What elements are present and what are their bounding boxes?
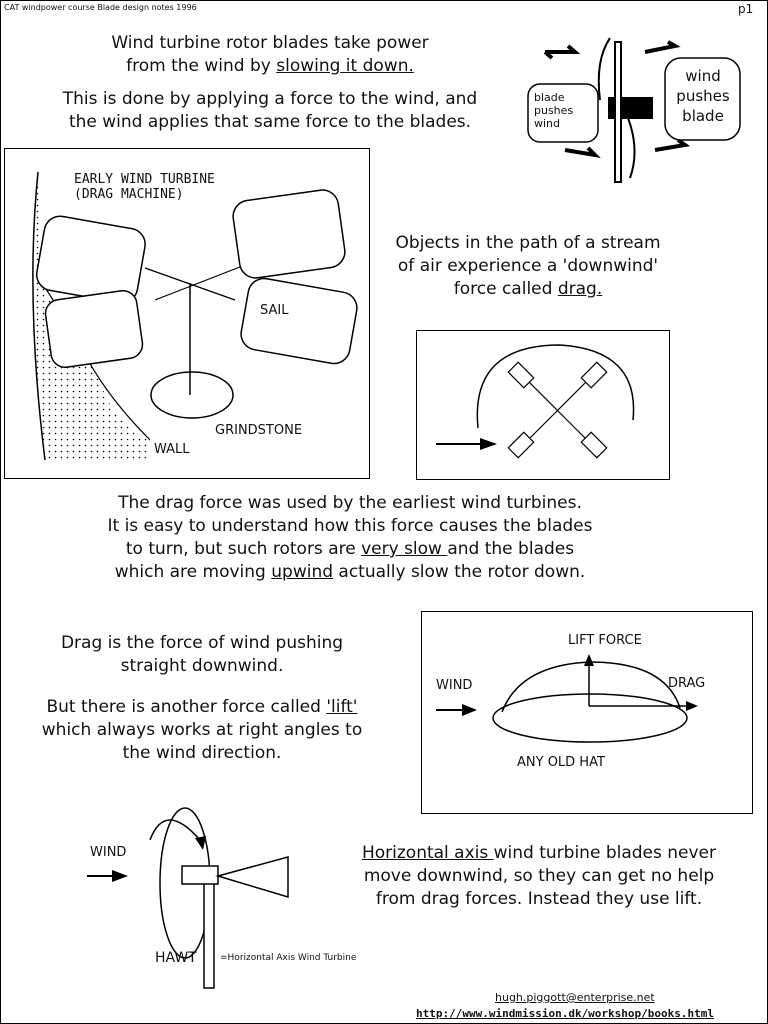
horizontal-line-1 <box>325 842 753 865</box>
bubble-left-line-1: blade <box>534 91 565 104</box>
drag-para-line-1: The drag force was used by the earliest wind turbines. <box>118 493 582 513</box>
hawt-label: HAWT <box>155 950 197 966</box>
lift-para-line-2: straight downwind. <box>120 656 284 676</box>
page-number: p1 <box>738 2 754 16</box>
intro-line-1: Wind turbine rotor blades take power <box>111 33 429 53</box>
horizontal-line-1-underlined: Horizontal axis <box>361 843 494 863</box>
wall-label: WALL <box>154 442 190 457</box>
drag-para-line-4-underlined: upwind <box>271 562 334 582</box>
drag-intro-line-1: Objects in the path of a stream <box>395 233 661 253</box>
wind-arrow-head <box>112 870 128 882</box>
sail-label: SAIL <box>260 303 289 318</box>
lift-para-line-5: the wind direction. <box>122 743 282 763</box>
hat-drag-label: DRAG <box>668 676 706 691</box>
horizontal-line-3: from drag forces. Instead they use lift. <box>375 889 703 909</box>
hawt-definition: =Horizontal Axis Wind Turbine <box>220 953 357 963</box>
lift-para-line-3-pre: But there is another force called <box>46 697 327 717</box>
rotation-arrow <box>150 820 200 840</box>
drag-para-line-4-post: actually slow the rotor down. <box>333 562 586 582</box>
drag-para-line-3-post: and the blades <box>447 539 575 559</box>
hawt-wind-label: WIND <box>90 845 127 860</box>
lift-para-line-1: Drag is the force of wind pushing <box>60 633 344 653</box>
footer-url[interactable]: http://www.windmission.dk/workshop/books.html <box>416 1007 715 1020</box>
rotation-arrowhead <box>195 836 206 850</box>
drag-para-line-3-pre: to turn, but such rotors are <box>125 539 362 559</box>
bubble-left-line-3: wind <box>534 117 561 130</box>
hat-wind-label: WIND <box>436 678 473 693</box>
intro-line-3: This is done by applying a force to the wind, and <box>62 89 478 109</box>
horizontal-line-1-post: wind turbine blades never <box>493 843 717 863</box>
bubble-right-line-1: wind <box>685 67 721 85</box>
tower <box>204 880 214 988</box>
lift-para-line-4: which always works at right angles to <box>41 720 363 740</box>
horizontal-axis-paragraph <box>325 842 753 911</box>
drag-para-line-3-underlined: very slow <box>361 539 448 559</box>
bubble-right-line-3: blade <box>682 107 724 125</box>
bubble-left-line-2: pushes <box>534 104 574 117</box>
bubble-right-line-2: pushes <box>676 87 730 105</box>
drag-intro-line-2: of air experience a 'downwind' <box>397 256 659 276</box>
early-turbine-title-1: EARLY WIND TURBINE <box>74 172 215 187</box>
intro-line-2-pre: from the wind by <box>126 56 277 76</box>
header-note: CAT windpower course Blade design notes 1996 <box>4 3 197 12</box>
early-turbine-title-2: (DRAG MACHINE) <box>74 187 184 202</box>
horizontal-line-2: move downwind, so they can get no help <box>363 866 715 886</box>
tail-vane <box>218 857 288 897</box>
nacelle <box>182 866 218 884</box>
hat-label: ANY OLD HAT <box>517 755 605 770</box>
lift-para-line-3-underlined: 'lift' <box>326 697 358 717</box>
drag-para-line-2: It is easy to understand how this force causes the blades <box>107 516 593 536</box>
footer-email[interactable]: hugh.piggott@enterprise.net <box>495 991 655 1004</box>
intro-line-4: the wind applies that same force to the blades. <box>68 112 472 132</box>
grindstone-label: GRINDSTONE <box>215 423 303 438</box>
drag-para-line-4-pre: which are moving <box>114 562 272 582</box>
lift-force-label: LIFT FORCE <box>568 633 642 648</box>
intro-line-2-underlined: slowing it down. <box>276 56 414 76</box>
drag-intro-line-3-pre: force called <box>453 279 558 299</box>
drag-intro-line-3-underlined: drag. <box>557 279 603 299</box>
